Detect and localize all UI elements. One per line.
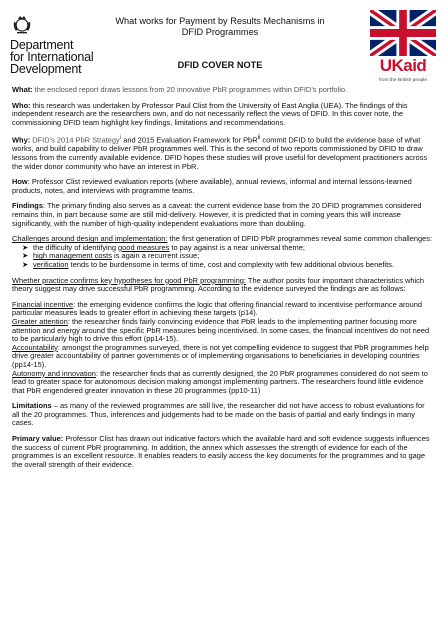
item-key: verification (33, 259, 69, 269)
hypothesis-item (12, 344, 433, 370)
how-label: How (12, 177, 28, 187)
findings-label: Findings (12, 201, 43, 211)
item-post: tends to be burdensome in terms of time, cost and complexity with few additional obvious benefits. (68, 259, 394, 269)
hypothesis-text: : amongst the programmes surveyed, there is not yet compelling evidence to suggest that PbR programmes help drive greater accountability of partner governments or of implementing organisations to beneficiaries in developing countries (pp14-15). (12, 342, 429, 369)
item-key: good measures (118, 242, 170, 252)
hypothesis-text: : the researcher finds fairly convincing evidence that PbR leads to the implementing partner focusing more attention and energy around the specific PbR measures being incentivised. In some cases, the financial incentives do not need to be particularly high to drive this effort (pp14-15). (12, 316, 430, 344)
primary-value-text: Professor Clist has drawn out indicative factors which the available hard and soft evidence suggests influences the success of current PbR programming. In addition, the annex which assesses the strength of evidence for each of the programmes is an excellent resource. It enables readers to easily access the key documents for the programmes and to gage the overall strength of their evidence. (12, 434, 430, 469)
limitations-text: – as many of the reviewed programmes are still live, the researcher did not have access to robust evaluations for all the 20 programmes. Thus, inferences and judgements had to be made on the basis of partial and early findings in many cases. (12, 401, 425, 428)
hypothesis-item (12, 301, 433, 318)
arrow-bullet-icon: ➤ (22, 251, 29, 261)
org-line-2: for International (10, 50, 94, 64)
hypothesis-label: Autonomy and innovation (12, 368, 96, 378)
footnote-ref-1: i (119, 134, 122, 142)
hypothesis-label: Financial incentive (12, 299, 74, 309)
findings-paragraph (12, 202, 433, 228)
org-line-1: Department (10, 38, 74, 52)
hypothesis-text: : the emerging evidence confirms the logic that offering financial reward to incentivise performance around particular measures leads to greater effort in achieving these targets (p14). (12, 299, 422, 318)
primary-value-paragraph (12, 435, 433, 469)
who-label: Who: (12, 100, 31, 110)
ukaid-tagline: from the British people (379, 78, 427, 83)
item-pre: the difficulty of identifying (33, 242, 119, 252)
royal-crest-icon (10, 12, 34, 36)
item-post: is again a recurrent issue; (111, 251, 200, 261)
dfid-wordmark (10, 39, 93, 75)
hypothesis-label: Accountability (12, 342, 58, 352)
findings-text: : The primary finding also serves as a caveat: the current evidence base from the 20 DFID programmes considered remains thin, in part because some are still mid-delivery. However, it is predicted that in coming years this will increase significantly, with the number of high-quality independent evaluations more than doubling. (12, 201, 422, 228)
list-item (22, 261, 433, 270)
what-paragraph (12, 86, 433, 95)
cover-note-body (12, 86, 433, 476)
hypothesis-text: : the researcher finds that as currently designed, the 20 PbR programmes considered do not seem to lead to greater space for autonomous decision making amongst implementing partners. The researchers found little evidence that PbR engendered greater innovation in these 20 programmes (pp10-11) (12, 368, 428, 395)
who-text: this research was undertaken by Professor Paul Clist from the University of East Anglia (UEA). The findings of this independent research are the researchers own, and do not necessarily reflect the views of DFID. In this cover note, the commissioning DFID team highlight key findings, limitations and recommendations. (12, 100, 408, 127)
why-text-2: commit DFID to build the evidence base of what works, and build capability to deliver PbR programmes well. This is the second of two reports commissioned by DFID to draw lessons from the currently available evidence. DFID hopes these studies will prove useful for development practitioners across the wider donor community who have an interest in PbR. (12, 135, 428, 171)
challenges-heading: Challenges around design and implementation: (12, 234, 168, 244)
who-paragraph (12, 102, 433, 128)
document-title: What works for Payment by Results Mechanisms in DFID Programmes (115, 16, 325, 37)
item-post: to pay against is a near universal theme; (169, 242, 305, 252)
challenges-list (12, 244, 433, 270)
how-text: : Professor Clist reviewed evaluation reports (where available), annual reviews, informal and internal lessons-learned products, notes, and interviews with programme teams. (12, 177, 412, 195)
what-text: the enclosed report draws lessons from 20 innovative PbR programmes within DFID’s portfolio. (34, 85, 348, 94)
practice-paragraph (12, 277, 433, 294)
hypothesis-label: Greater attention (12, 316, 68, 326)
cover-note-heading: DFID COVER NOTE (177, 60, 263, 70)
org-line-3: Development (10, 62, 82, 76)
practice-heading: Whether practice confirms key hypotheses for good PbR programming: (12, 275, 246, 285)
why-paragraph (12, 134, 433, 171)
ukaid-uk: UK (379, 56, 404, 75)
footnote-ref-2: ii (257, 134, 261, 142)
union-jack-icon (370, 10, 436, 56)
hypotheses-findings (12, 301, 433, 396)
item-key: high management costs (33, 251, 112, 261)
primary-value-label: Primary value: (12, 434, 64, 444)
why-strategy-ref: DFID’s 2014 PbR Strategy (32, 135, 120, 145)
arrow-bullet-icon: ➤ (22, 259, 29, 269)
ukaid-aid: aid (403, 56, 427, 75)
limitations-paragraph (12, 402, 433, 428)
arrow-bullet-icon: ➤ (22, 242, 29, 252)
what-label: What: (12, 85, 33, 94)
limitations-label: Limitations (12, 401, 52, 411)
why-label: Why: (12, 135, 31, 145)
challenges-intro: the first generation of DFID PbR programmes reveal some common challenges: (167, 234, 433, 244)
page-header (0, 0, 445, 86)
practice-text: The author posits four important characteristics which theory suggest may drive successful PbR programming. According to the evidence surveyed the findings are as follows: (12, 275, 425, 294)
how-paragraph (12, 178, 433, 195)
hypothesis-item (12, 318, 433, 344)
ukaid-wordmark (370, 56, 436, 76)
hypothesis-item (12, 370, 433, 396)
why-text: and 2015 Evaluation Framework for PbR (121, 135, 258, 145)
